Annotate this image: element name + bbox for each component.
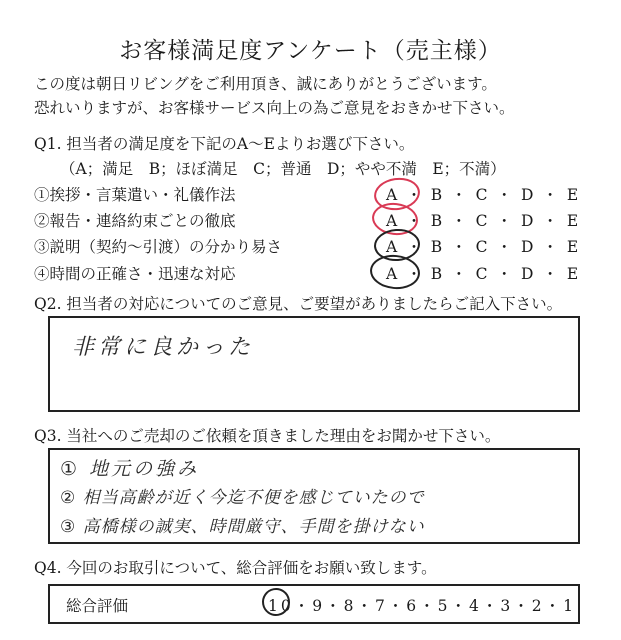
q4-rating-scale[interactable]: 10・9・8・7・6・5・4・3・2・1: [268, 597, 576, 615]
q2-answer-text: 非常に良かった: [72, 335, 255, 360]
q1-item-3-label: ③説明（契約～引渡）の分かり易さ: [34, 238, 283, 256]
q3-answer-box[interactable]: [48, 448, 580, 544]
q1-item-3-options[interactable]: A・B・C・D・E: [386, 238, 588, 256]
q2-answer-box[interactable]: [48, 316, 580, 412]
q1-legend: （A；満足 B；ほぼ満足 C；普通 D；やや不満 E；不満）: [60, 160, 506, 178]
q3-answer-line-3: ③ 高橋様の誠実、時間厳守、手間を掛けない: [60, 517, 425, 537]
q4-question: Q4. 今回のお取引について、総合評価をお願い致します。: [34, 559, 437, 577]
q1-item-2-options[interactable]: A・B・C・D・E: [386, 212, 588, 230]
q1-item-4-options[interactable]: A・B・C・D・E: [386, 265, 588, 283]
intro-line-2: 恐れいりますが、お客様サービス向上の為ご意見をおきかせ下さい。: [34, 99, 515, 117]
q4-rating-box: [48, 584, 580, 624]
q3-question: Q3. 当社へのご売却のご依頼を頂きました理由をお聞かせ下さい。: [34, 427, 501, 445]
q3-answer-line-1: ① 地元の強み: [60, 458, 200, 480]
q3-answer-line-2: ② 相当高齢が近く今迄不便を感じていたので: [60, 488, 425, 508]
survey-title: お客様満足度アンケート（売主様）: [119, 38, 502, 64]
q1-item-1-options[interactable]: A・B・C・D・E: [386, 186, 588, 204]
q1-question: Q1. 担当者の満足度を下記のA～Eよりお選び下さい。: [34, 135, 415, 153]
q1-item-4-selected-mark: [369, 253, 422, 291]
q4-rating-label: 総合評価: [66, 597, 129, 615]
q1-item-4-label: ④時間の正確さ・迅速な対応: [34, 265, 236, 283]
q2-question: Q2. 担当者の対応についてのご意見、ご要望がありましたらご記入下さい。: [34, 295, 563, 313]
intro-line-1: この度は朝日リビングをご利用頂き、誠にありがとうございます。: [34, 75, 497, 93]
q1-item-2-label: ②報告・連絡約束ごとの徹底: [34, 212, 236, 230]
q1-item-1-label: ①挨拶・言葉遣い・礼儀作法: [34, 186, 236, 204]
